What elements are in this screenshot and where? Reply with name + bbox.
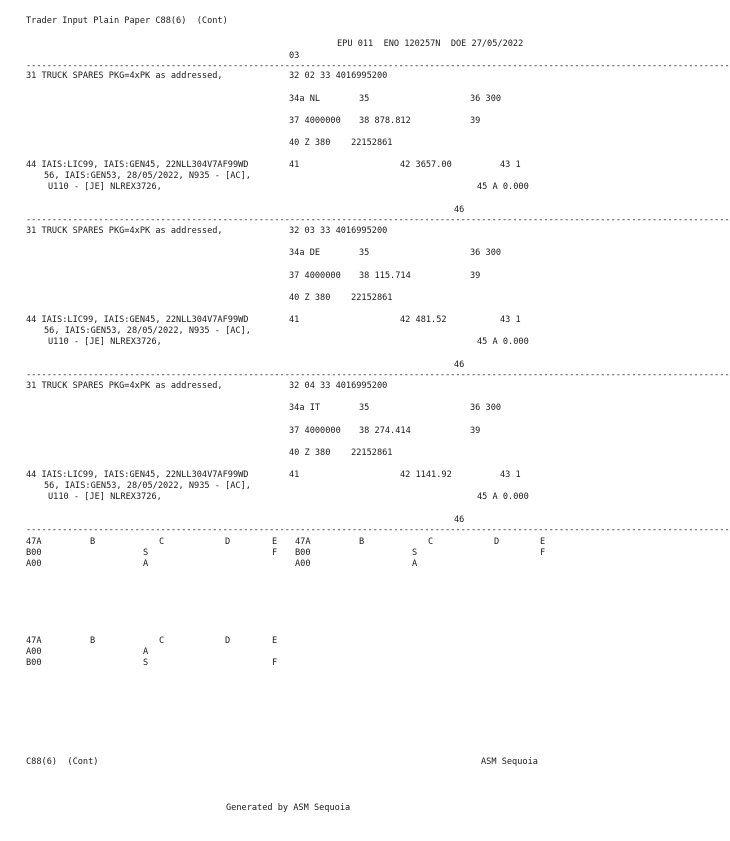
box-39: 39 (470, 426, 481, 436)
box-35: 35 (359, 248, 370, 258)
box-47-code: S (143, 548, 149, 558)
box-42: 42 481.52 (400, 315, 447, 325)
box-47-code: B00 (26, 548, 42, 558)
box-47-code: S (412, 548, 418, 558)
box-39: 39 (470, 271, 481, 281)
box-47-head-d: D (225, 636, 231, 646)
box-47-head-a: 47A (295, 537, 311, 547)
box-42: 42 1141.92 (400, 470, 452, 480)
box-47-head-b: B (359, 537, 365, 547)
box-35: 35 (359, 94, 370, 104)
box-41: 41 (289, 160, 300, 170)
goods-description: 31 TRUCK SPARES PKG=4xPK as addressed, (26, 71, 223, 81)
divider-rule: ---------------------------------------------------------------------------------------------------------------------------------------- (26, 370, 730, 380)
box-47-code: F (272, 658, 278, 668)
box-47-head-e: E (540, 537, 546, 547)
box-32-33: 32 03 33 4016995200 (289, 226, 388, 236)
box-43: 43 1 (500, 315, 521, 325)
box-45: 45 A 0.000 (477, 492, 529, 502)
box-46: 46 (454, 515, 465, 525)
box-36: 36 300 (470, 94, 502, 104)
box-44-line2: 56, IAIS:GEN53, 28/05/2022, N935 - [AC], (44, 326, 251, 336)
box-47-code: B00 (295, 548, 311, 558)
box-44-line2: 56, IAIS:GEN53, 28/05/2022, N935 - [AC], (44, 481, 251, 491)
box-47-head-c: C (428, 537, 434, 547)
box-47-code: A00 (26, 559, 42, 569)
divider-rule: ---------------------------------------------------------------------------------------------------------------------------------------- (26, 215, 730, 225)
divider-rule: ---------------------------------------------------------------------------------------------------------------------------------------- (26, 61, 730, 71)
box-40: 40 Z 380 22152861 (289, 138, 393, 148)
box-35: 35 (359, 403, 370, 413)
box-36: 36 300 (470, 248, 502, 258)
box-47-code: A (412, 559, 418, 569)
box-03: 03 (289, 51, 300, 61)
goods-description: 31 TRUCK SPARES PKG=4xPK as addressed, (26, 381, 223, 391)
box-47-code: A (143, 559, 149, 569)
box-47-head-c: C (159, 537, 165, 547)
box-37: 37 4000000 (289, 426, 341, 436)
box-44-line3: U110 - [JE] NLREX3726, (48, 492, 162, 502)
box-41: 41 (289, 470, 300, 480)
box-42: 42 3657.00 (400, 160, 452, 170)
box-47-head-a: 47A (26, 636, 42, 646)
box-32-33: 32 04 33 4016995200 (289, 381, 388, 391)
box-46: 46 (454, 360, 465, 370)
generated-by-note: Generated by ASM Sequoia (226, 803, 351, 813)
box-47-head-e: E (272, 636, 278, 646)
footer-form-label: C88(6) (Cont) (26, 757, 99, 767)
box-44-line1: 44 IAIS:LIC99, IAIS:GEN45, 22NLL304V7AF99WD (26, 470, 249, 480)
box-47-code: A00 (295, 559, 311, 569)
box-47-head-b: B (90, 537, 96, 547)
box-41: 41 (289, 315, 300, 325)
box-44-line3: U110 - [JE] NLREX3726, (48, 182, 162, 192)
footer-brand: ASM Sequoia (481, 757, 538, 767)
box-44-line2: 56, IAIS:GEN53, 28/05/2022, N935 - [AC], (44, 171, 251, 181)
box-34a: 34a NL (289, 94, 321, 104)
box-45: 45 A 0.000 (477, 182, 529, 192)
divider-rule: ---------------------------------------------------------------------------------------------------------------------------------------- (26, 525, 730, 535)
box-47-code: A (143, 647, 149, 657)
box-47-head-d: D (225, 537, 231, 547)
box-44-line1: 44 IAIS:LIC99, IAIS:GEN45, 22NLL304V7AF99WD (26, 160, 249, 170)
box-47-code: S (143, 658, 149, 668)
box-44-line3: U110 - [JE] NLREX3726, (48, 337, 162, 347)
box-43: 43 1 (500, 470, 521, 480)
box-36: 36 300 (470, 403, 502, 413)
box-40: 40 Z 380 22152861 (289, 293, 393, 303)
box-47-head-a: 47A (26, 537, 42, 547)
box-47-code: A00 (26, 647, 42, 657)
box-47-head-c: C (159, 636, 165, 646)
box-37: 37 4000000 (289, 271, 341, 281)
box-43: 43 1 (500, 160, 521, 170)
box-39: 39 (470, 116, 481, 126)
box-38: 38 274.414 (359, 426, 411, 436)
box-44-line1: 44 IAIS:LIC99, IAIS:GEN45, 22NLL304V7AF99WD (26, 315, 249, 325)
box-46: 46 (454, 205, 465, 215)
reference-line: EPU 011 ENO 120257N DOE 27/05/2022 (337, 39, 524, 49)
box-47-head-d: D (494, 537, 500, 547)
box-37: 37 4000000 (289, 116, 341, 126)
box-47-code: F (540, 548, 546, 558)
box-40: 40 Z 380 22152861 (289, 448, 393, 458)
box-47-code: B00 (26, 658, 42, 668)
box-47-head-b: B (90, 636, 96, 646)
box-47-code: F (272, 548, 278, 558)
box-47-head-e: E (272, 537, 278, 547)
box-34a: 34a DE (289, 248, 321, 258)
box-45: 45 A 0.000 (477, 337, 529, 347)
box-34a: 34a IT (289, 403, 321, 413)
box-32-33: 32 02 33 4016995200 (289, 71, 388, 81)
goods-description: 31 TRUCK SPARES PKG=4xPK as addressed, (26, 226, 223, 236)
box-38: 38 878.812 (359, 116, 411, 126)
document-title: Trader Input Plain Paper C88(6) (Cont) (26, 16, 228, 26)
box-38: 38 115.714 (359, 271, 411, 281)
